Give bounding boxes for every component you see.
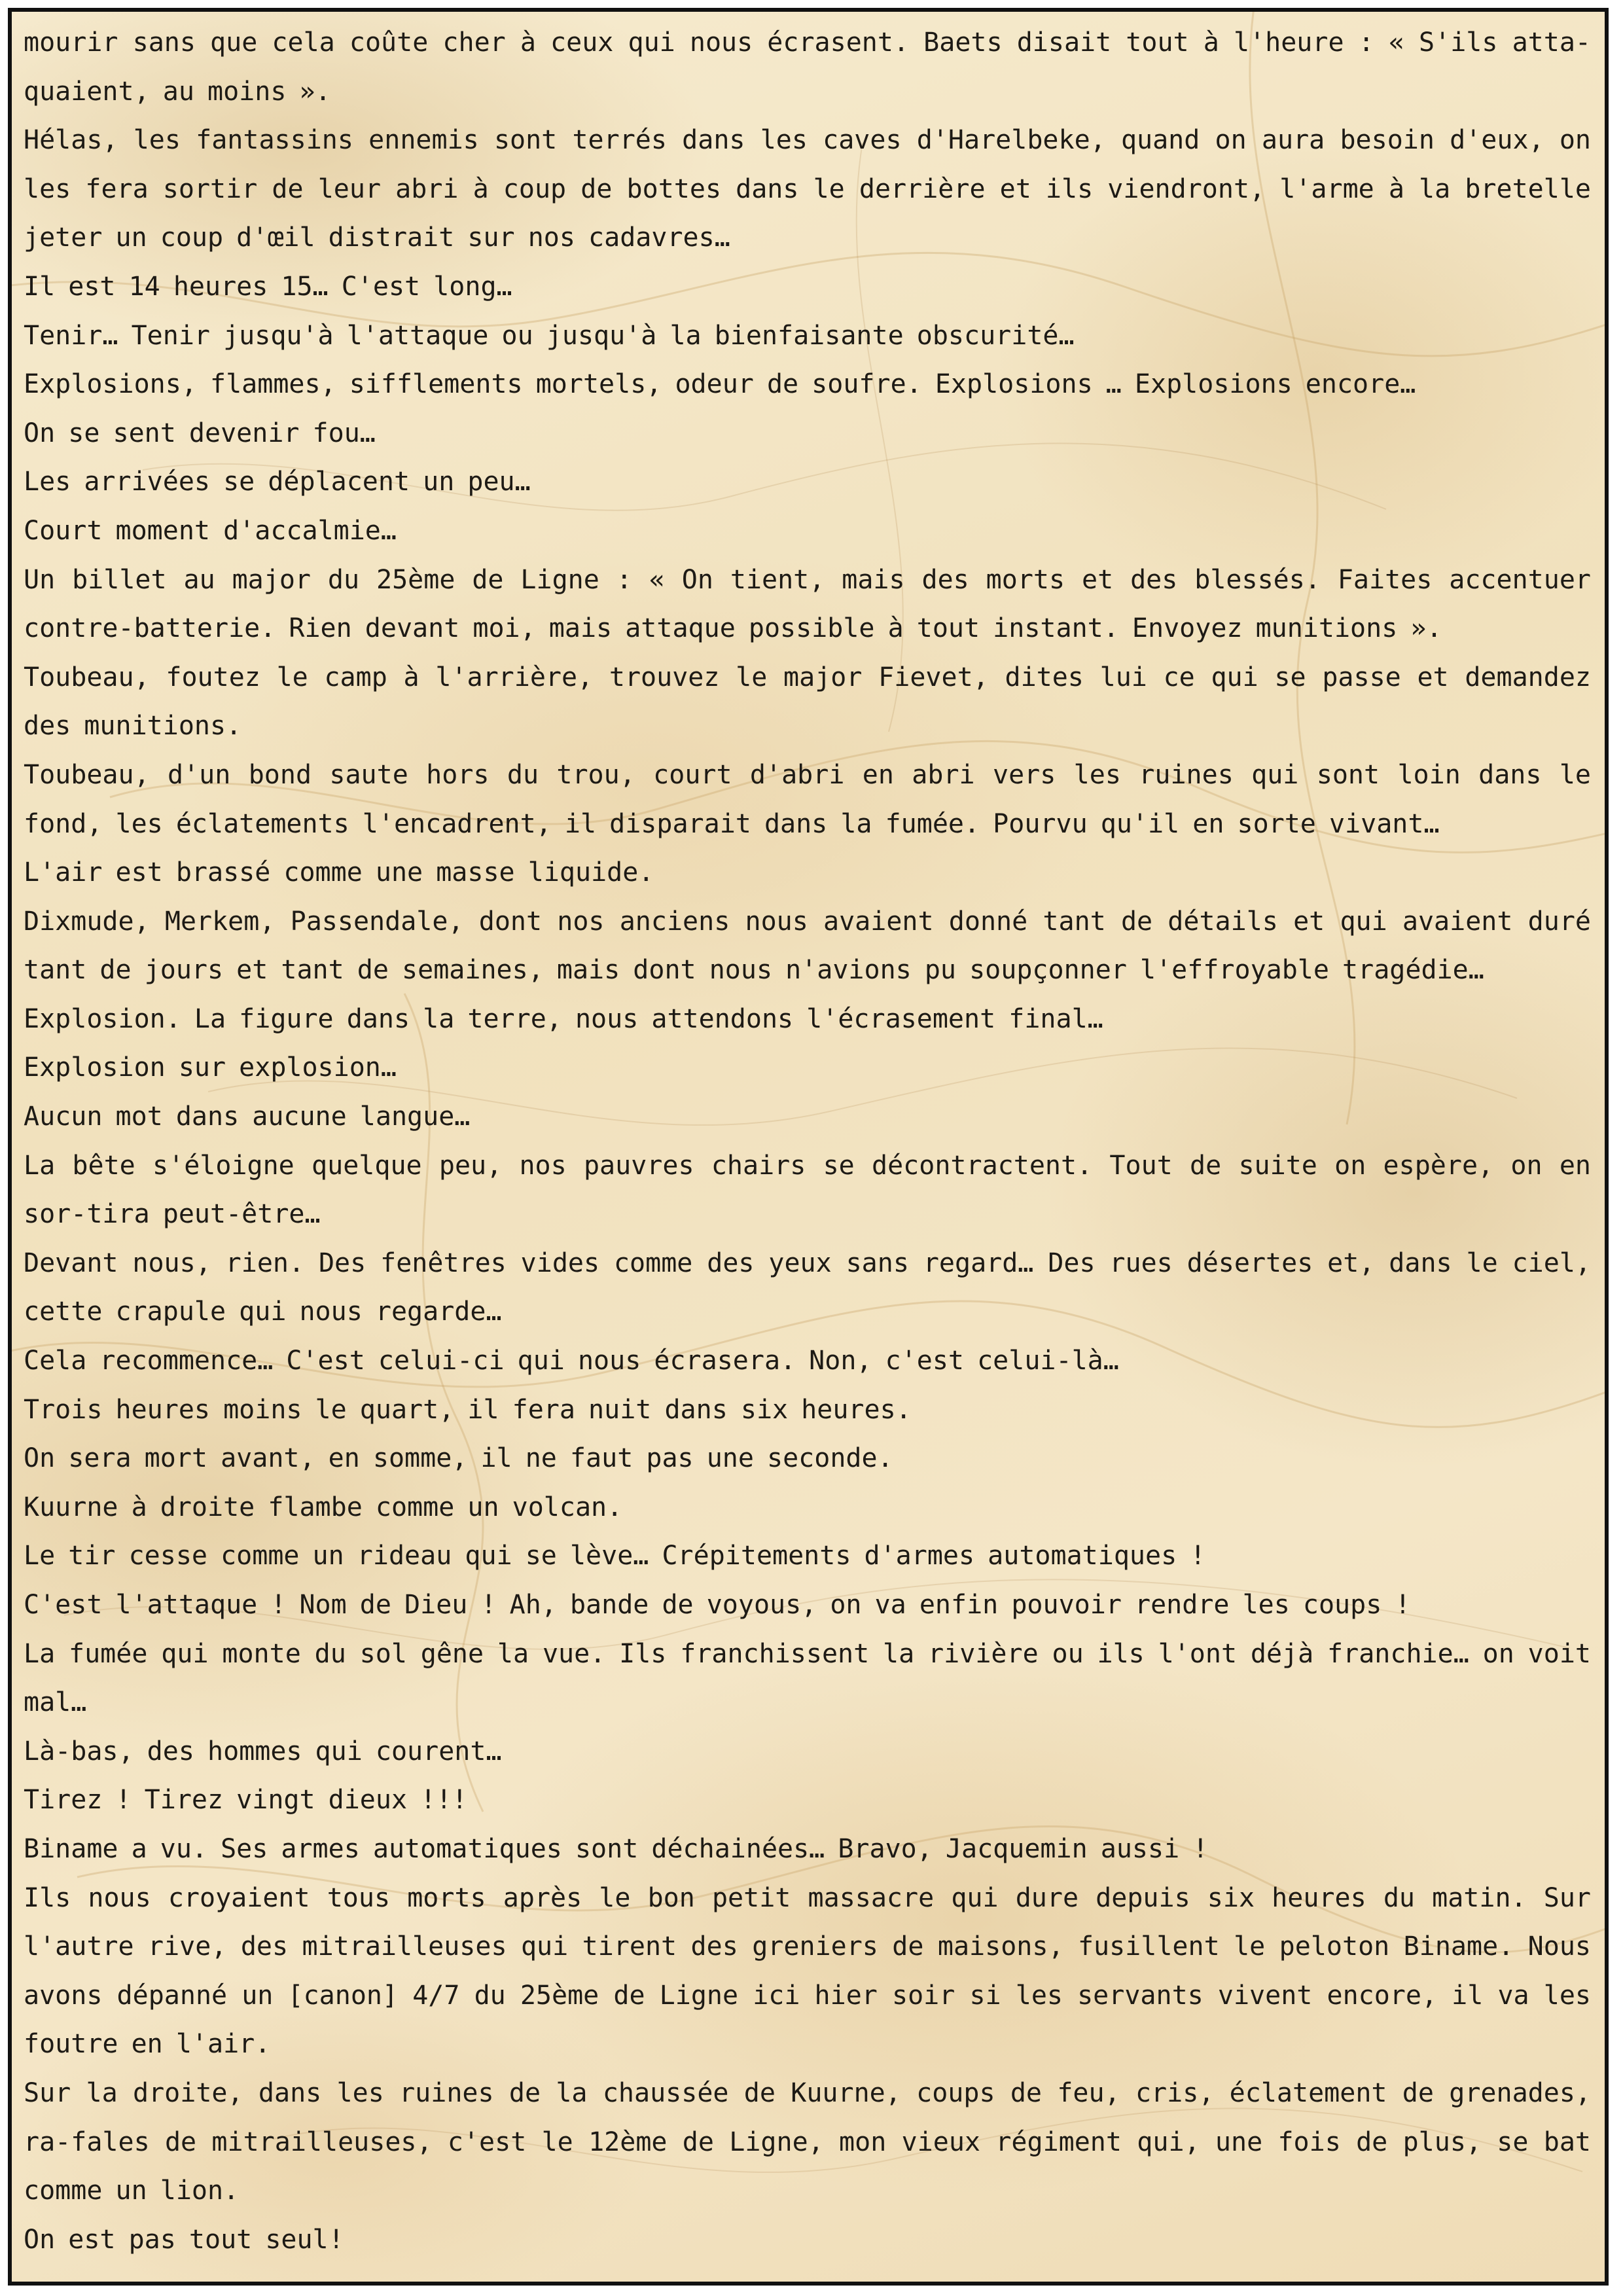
paragraph: On est pas tout seul! bbox=[24, 2224, 344, 2255]
paragraph: Court moment d'accalmie… bbox=[24, 515, 397, 546]
paragraph: Tirez ! Tirez vingt dieux !!! bbox=[24, 1785, 468, 1816]
paragraph: Ils nous croyaient tous morts après le bon petit massacre qui dure depuis six heures du matin. Sur l'autre rive, des mitrailleuses qui tirent des greniers de maisons, fusillent le peloton Biname. Nous avons dépanné un [canon] 4/7 du 25ème de Ligne ici hier soir si les servants vivent encore, il va les foutre en l'air. bbox=[24, 1882, 1591, 2060]
paragraph: Explosion sur explosion… bbox=[24, 1052, 397, 1083]
paragraph: Là-bas, des hommes qui courent… bbox=[24, 1736, 502, 1767]
story-text bbox=[24, 18, 1591, 2264]
paragraph: Sur la droite, dans les ruines de la chaussée de Kuurne, coups de feu, cris, éclatement de grenades, ra-fales de mitrailleuses, c'est le 12ème de Ligne, mon vieux régiment qui, une fois de plus, se bat comme un lion. bbox=[24, 2077, 1591, 2206]
paragraph: Aucun mot dans aucune langue… bbox=[24, 1102, 471, 1132]
paragraph: Devant nous, rien. Des fenêtres vides comme des yeux sans regard… Des rues désertes et, dans le ciel, cette crapule qui nous regarde… bbox=[24, 1247, 1591, 1327]
paragraph: mourir sans que cela coûte cher à ceux qui nous écrasent. Baets disait tout à l'heure : « S'ils atta-quaient, au moins ». bbox=[24, 27, 1591, 107]
paragraph: Un billet au major du 25ème de Ligne : « On tient, mais des morts et des blessés. Faites accentuer contre-batterie. Rien devant moi, mais attaque possible à tout instant. Envoyez munitions ». bbox=[24, 564, 1591, 644]
paragraph: Il est 14 heures 15… C'est long… bbox=[24, 271, 512, 302]
paragraph: Toubeau, d'un bond saute hors du trou, court d'abri en abri vers les ruines qui sont loin dans le fond, les éclatements l'encadrent, il disparait dans la fumée. Pourvu qu'il en sorte vivant… bbox=[24, 759, 1591, 839]
paragraph: Explosion. La figure dans la terre, nous attendons l'écrasement final… bbox=[24, 1003, 1103, 1034]
paragraph: Les arrivées se déplacent un peu… bbox=[24, 467, 531, 497]
paragraph: Cela recommence… C'est celui-ci qui nous écrasera. Non, c'est celui-là… bbox=[24, 1346, 1119, 1376]
paragraph: Tenir… Tenir jusqu'à l'attaque ou jusqu'à la bienfaisante obscurité… bbox=[24, 320, 1075, 351]
paragraph: La bête s'éloigne quelque peu, nos pauvres chairs se décontractent. Tout de suite on espère, on en sor-tira peut-être… bbox=[24, 1150, 1591, 1230]
paragraph: Le tir cesse comme un rideau qui se lève… Crépitements d'armes automatiques ! bbox=[24, 1541, 1206, 1571]
paragraph: Biname a vu. Ses armes automatiques sont déchainées… Bravo, Jacquemin aussi ! bbox=[24, 1833, 1209, 1864]
paragraph: Dixmude, Merkem, Passendale, dont nos anciens nous avaient donné tant de détails et qui avaient duré tant de jours et tant de semaines, mais dont nous n'avions pu soupçonner l'effroyable tragédie… bbox=[24, 906, 1591, 986]
paragraph: L'air est brassé comme une masse liquide. bbox=[24, 857, 654, 888]
paragraph: Toubeau, foutez le camp à l'arrière, trouvez le major Fievet, dites lui ce qui se passe et demandez des munitions. bbox=[24, 662, 1591, 742]
paragraph: C'est l'attaque ! Nom de Dieu ! Ah, bande de voyous, on va enfin pouvoir rendre les coups ! bbox=[24, 1590, 1411, 1620]
paragraph: Kuurne à droite flambe comme un volcan. bbox=[24, 1492, 623, 1522]
paragraph: Explosions, flammes, sifflements mortels, odeur de soufre. Explosions … Explosions encore… bbox=[24, 369, 1416, 400]
paragraph: On sera mort avant, en somme, il ne faut pas une seconde. bbox=[24, 1443, 893, 1474]
paragraph: Trois heures moins le quart, il fera nuit dans six heures. bbox=[24, 1394, 912, 1425]
parchment-frame bbox=[8, 8, 1609, 2286]
paragraph: La fumée qui monte du sol gêne la vue. Ils franchissent la rivière ou ils l'ont déjà franchie… on voit mal… bbox=[24, 1638, 1591, 1718]
paragraph: On se sent devenir fou… bbox=[24, 418, 376, 448]
paragraph: Hélas, les fantassins ennemis sont terrés dans les caves d'Harelbeke, quand on aura besoin d'eux, on les fera sortir de leur abri à coup de bottes dans le derrière et ils viendront, l'arme à la bretelle jeter un coup d'œil distrait sur nos cadavres… bbox=[24, 125, 1591, 253]
